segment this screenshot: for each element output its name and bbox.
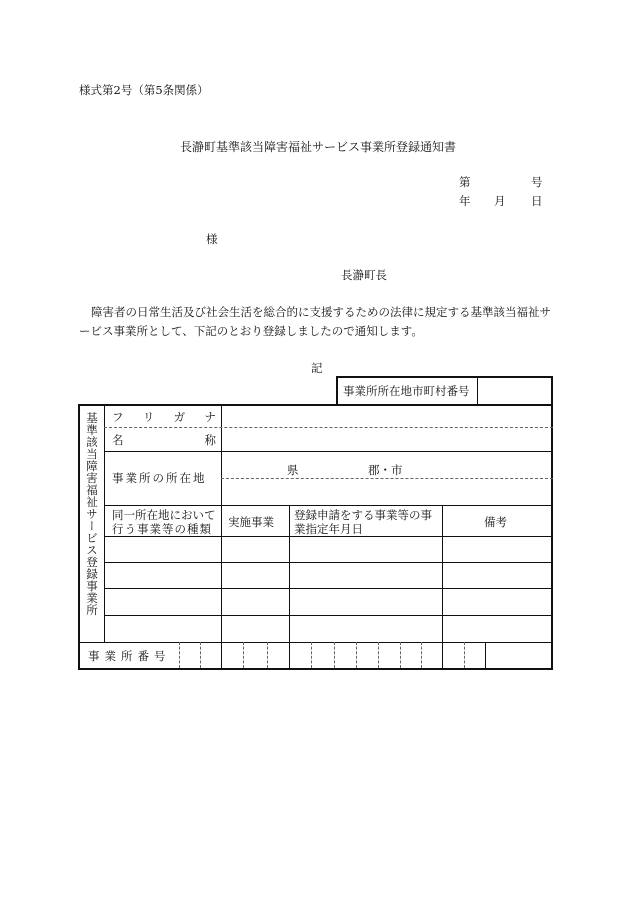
page-title: 長瀞町基準該当障害福祉サービス事業所登録通知書 [180, 140, 457, 154]
registration-date-label-1: 登録申請をする事業等の事 [294, 508, 432, 522]
form-number: 様式第2号（第5条関係） [79, 83, 209, 97]
ki-heading: 記 [311, 361, 323, 375]
furigana-label: フ リ ガ ナ [112, 410, 216, 424]
same-location-label-2: 行う事業等の種類 [112, 522, 212, 536]
address-label: 事業所の所在地 [112, 471, 207, 485]
registration-date-label-2: 業指定年月日 [294, 522, 363, 536]
address-ken: 県 [287, 463, 299, 477]
number-prefix: 第 [459, 175, 471, 189]
implemented-business-label: 実施事業 [228, 515, 274, 529]
date-month: 月 [494, 194, 506, 208]
municipality-code-divider [477, 377, 478, 405]
number-suffix: 号 [531, 175, 543, 189]
municipality-code-label: 事業所所在地市町村番号 [343, 384, 470, 398]
address-gun-shi: 郡・市 [368, 463, 403, 477]
registration-table [78, 404, 553, 670]
date-day: 日 [531, 194, 543, 208]
office-number-label: 事業所番号 [88, 649, 171, 663]
same-location-label-1: 同一所在地において [112, 508, 216, 522]
remarks-label: 備考 [484, 515, 507, 529]
issuer-name: 長瀞町長 [341, 268, 387, 282]
addressee-suffix: 様 [206, 232, 218, 246]
body-paragraph: 障害者の日常生活及び社会生活を総合的に支援するための法律に規定する基準該当福祉サービス事業所として、下記のとおり登録しましたので通知します。 [79, 305, 551, 338]
date-year: 年 [459, 194, 471, 208]
registered-office-vertical-label: 基準該当障害福祉サービス登録事業所 [85, 412, 99, 616]
name-label: 名 称 [112, 433, 216, 447]
